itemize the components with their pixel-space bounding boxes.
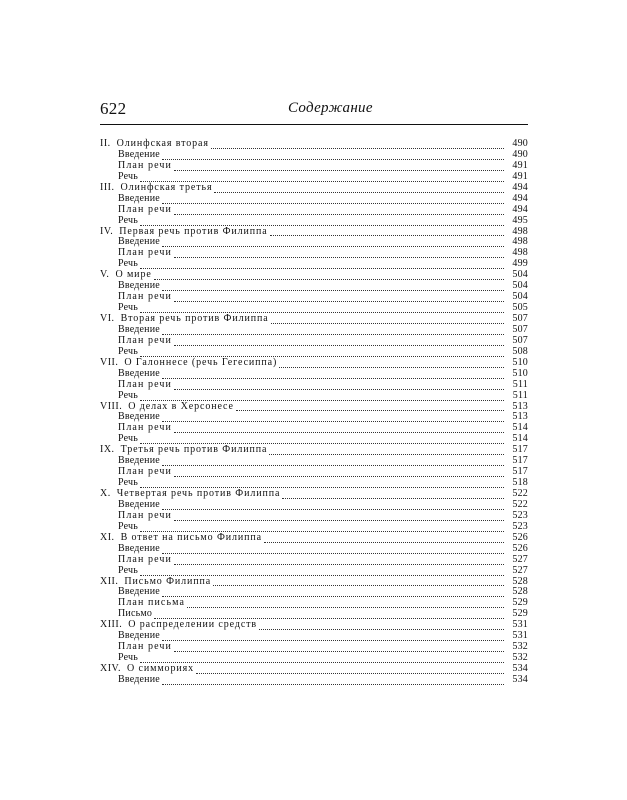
toc-section-row xyxy=(100,347,528,358)
dot-leader xyxy=(213,579,504,586)
toc-section-row xyxy=(100,631,528,642)
toc-title-text: План речи xyxy=(118,378,172,390)
dot-leader xyxy=(211,142,504,149)
dot-leader xyxy=(162,415,504,422)
toc-section-row xyxy=(100,675,528,686)
toc-section-row xyxy=(100,609,528,620)
toc-chapter-row xyxy=(100,139,528,150)
dot-leader xyxy=(140,481,504,488)
toc-page-number: 531 xyxy=(512,630,528,642)
toc-roman-numeral: V. xyxy=(100,269,110,281)
toc-title-text: Введение xyxy=(118,411,160,423)
dot-leader xyxy=(269,448,504,455)
toc-section-row xyxy=(100,259,528,270)
toc-roman-numeral: XII. xyxy=(100,575,119,587)
dot-leader xyxy=(187,601,504,608)
toc-page-number: 511 xyxy=(512,389,528,401)
toc-chapter-row xyxy=(100,620,528,631)
toc-title-text: План речи xyxy=(118,553,172,565)
toc-section-row xyxy=(100,205,528,216)
toc-roman-numeral: VII. xyxy=(100,356,119,368)
toc-page-number: 508 xyxy=(512,345,528,357)
toc-title-text: Введение xyxy=(118,673,160,685)
toc-title-text: План речи xyxy=(118,509,172,521)
toc-title-text: Речь xyxy=(118,652,139,664)
page-number: 622 xyxy=(100,99,127,118)
toc-section-row xyxy=(100,653,528,664)
toc-page-number: 517 xyxy=(512,444,528,456)
toc-title-text: План речи xyxy=(118,466,172,478)
toc-section-row xyxy=(100,522,528,533)
dot-leader xyxy=(162,459,504,466)
table-of-contents xyxy=(100,139,528,686)
toc-roman-numeral: VIII. xyxy=(100,400,123,412)
toc-title-text: План речи xyxy=(118,203,172,215)
toc-title-text: Речь xyxy=(118,477,139,489)
toc-page-number: 514 xyxy=(512,422,528,434)
toc-title-text: План речи xyxy=(118,641,172,653)
toc-title-text: Третья речь против Филиппа xyxy=(120,444,268,456)
toc-chapter-row xyxy=(100,402,528,413)
dot-leader xyxy=(174,645,504,652)
toc-roman-numeral: II. xyxy=(100,138,111,149)
toc-section-row xyxy=(100,423,528,434)
toc-title-text: План речи xyxy=(118,247,172,259)
toc-page-number: 529 xyxy=(512,608,528,620)
dot-leader xyxy=(140,394,504,401)
running-title: Содержание xyxy=(288,100,373,116)
toc-roman-numeral: XIV. xyxy=(100,663,121,674)
toc-section-row xyxy=(100,161,528,172)
toc-title-text: Речь xyxy=(118,258,139,270)
toc-page-number: 490 xyxy=(512,148,528,160)
dot-leader xyxy=(174,383,504,390)
dot-leader xyxy=(154,612,504,619)
toc-title-text: Введение xyxy=(118,542,160,554)
toc-chapter-row xyxy=(100,314,528,325)
toc-page-number: 504 xyxy=(512,280,528,292)
toc-page-number: 494 xyxy=(512,181,528,193)
toc-section-row xyxy=(100,325,528,336)
dot-leader xyxy=(140,175,504,182)
toc-section-row xyxy=(100,456,528,467)
toc-title-text: Введение xyxy=(118,630,160,642)
toc-title-text: О распределении средств xyxy=(128,619,258,631)
toc-title-text: Письмо xyxy=(118,608,153,620)
toc-section-row xyxy=(100,500,528,511)
toc-page-number: 528 xyxy=(512,586,528,598)
toc-title-text: Введение xyxy=(118,323,160,335)
toc-section-row xyxy=(100,194,528,205)
toc-page-number: 494 xyxy=(512,203,528,215)
toc-section-row xyxy=(100,544,528,555)
dot-leader xyxy=(259,623,504,630)
toc-page-number: 495 xyxy=(512,214,528,226)
toc-title-text: Введение xyxy=(118,148,160,160)
dot-leader xyxy=(162,153,504,160)
toc-title-text: Письмо Филиппа xyxy=(124,575,212,587)
toc-page-number: 526 xyxy=(512,531,528,543)
toc-section-row xyxy=(100,369,528,380)
toc-page-number: 527 xyxy=(512,564,528,576)
toc-roman-numeral: XIII. xyxy=(100,619,123,631)
toc-title-text: Речь xyxy=(118,564,139,576)
toc-section-row xyxy=(100,303,528,314)
toc-page-number: 513 xyxy=(512,400,528,412)
toc-title-text: Введение xyxy=(118,455,160,467)
dot-leader xyxy=(270,229,504,236)
toc-title-text: О делах в Херсонесе xyxy=(128,400,234,412)
toc-title-text: Речь xyxy=(118,520,139,532)
toc-page-number: 522 xyxy=(512,488,528,499)
toc-page-number: 504 xyxy=(512,291,528,303)
toc-page-number: 491 xyxy=(512,159,528,171)
toc-title-text: Введение xyxy=(118,280,160,292)
toc-roman-numeral: IV. xyxy=(100,225,114,237)
toc-page-number: 498 xyxy=(512,236,528,248)
toc-section-row xyxy=(100,292,528,303)
toc-title-text: Введение xyxy=(118,236,160,248)
toc-roman-numeral: X. xyxy=(100,488,111,499)
toc-section-row xyxy=(100,216,528,227)
toc-section-row xyxy=(100,511,528,522)
toc-chapter-row xyxy=(100,489,528,500)
toc-page-number: 517 xyxy=(512,466,528,478)
toc-section-row xyxy=(100,391,528,402)
toc-section-row xyxy=(100,642,528,653)
toc-title-text: В ответ на письмо Филиппа xyxy=(120,531,262,543)
toc-roman-numeral: III. xyxy=(100,181,115,193)
toc-page-number: 528 xyxy=(512,575,528,587)
toc-page-number: 523 xyxy=(512,509,528,521)
toc-page-number: 507 xyxy=(512,323,528,335)
toc-title-text: Введение xyxy=(118,192,160,204)
toc-page-number: 514 xyxy=(512,433,528,445)
toc-section-row xyxy=(100,555,528,566)
toc-chapter-row xyxy=(100,227,528,238)
toc-roman-numeral: XI. xyxy=(100,531,115,543)
toc-title-text: Речь xyxy=(118,302,139,314)
toc-section-row xyxy=(100,172,528,183)
toc-page-number: 504 xyxy=(512,269,528,281)
toc-page-number: 534 xyxy=(512,663,528,674)
toc-section-row xyxy=(100,412,528,423)
toc-page-number: 490 xyxy=(512,138,528,149)
dot-leader xyxy=(140,569,504,576)
toc-chapter-row xyxy=(100,577,528,588)
toc-page-number: 505 xyxy=(512,302,528,314)
toc-entry-title xyxy=(100,675,160,686)
dot-leader xyxy=(174,164,504,171)
toc-title-text: План речи xyxy=(118,334,172,346)
toc-roman-numeral: VI. xyxy=(100,313,115,324)
toc-page-number: 498 xyxy=(512,247,528,259)
toc-title-text: Четвертая речь против Филиппа xyxy=(116,488,281,499)
toc-page-number: 507 xyxy=(512,313,528,324)
dot-leader xyxy=(162,328,504,335)
toc-page-number: 511 xyxy=(512,378,528,390)
toc-title-text: О мире xyxy=(115,269,152,281)
toc-page-number: 526 xyxy=(512,542,528,554)
dot-leader xyxy=(162,284,504,291)
toc-title-text: Речь xyxy=(118,433,139,445)
toc-title-text: План речи xyxy=(118,422,172,434)
dot-leader xyxy=(174,558,504,565)
toc-page-number: 491 xyxy=(512,170,528,182)
toc-section-row xyxy=(100,380,528,391)
dot-leader xyxy=(162,372,504,379)
toc-chapter-row xyxy=(100,664,528,675)
toc-roman-numeral: IX. xyxy=(100,444,115,456)
toc-section-row xyxy=(100,587,528,598)
toc-chapter-row xyxy=(100,183,528,194)
toc-section-row xyxy=(100,237,528,248)
page-header xyxy=(100,99,528,121)
dot-leader xyxy=(140,437,504,444)
toc-title-text: Речь xyxy=(118,389,139,401)
dot-leader xyxy=(162,503,504,510)
toc-section-row xyxy=(100,336,528,347)
dot-leader xyxy=(264,536,504,543)
toc-title-text: План письма xyxy=(118,597,186,609)
dot-leader xyxy=(162,590,504,597)
dot-leader xyxy=(174,426,504,433)
toc-page-number: 507 xyxy=(512,334,528,346)
toc-title-text: Речь xyxy=(118,170,139,182)
toc-page-number: 523 xyxy=(512,520,528,532)
toc-title-text: Олинфская вторая xyxy=(116,138,209,149)
toc-title-text: Введение xyxy=(118,367,160,379)
dot-leader xyxy=(282,492,504,499)
toc-page-number: 518 xyxy=(512,477,528,489)
toc-section-row xyxy=(100,467,528,478)
toc-chapter-row xyxy=(100,270,528,281)
dot-leader xyxy=(140,262,504,269)
toc-page-number: 522 xyxy=(512,498,528,510)
toc-title-text: План речи xyxy=(118,291,172,303)
toc-section-row xyxy=(100,281,528,292)
toc-title-text: Олинфская третья xyxy=(120,181,213,193)
toc-page-number: 527 xyxy=(512,553,528,565)
dot-leader xyxy=(162,678,504,685)
toc-section-row xyxy=(100,248,528,259)
dot-leader xyxy=(174,470,504,477)
dot-leader xyxy=(214,186,504,193)
dot-leader xyxy=(236,404,504,411)
dot-leader xyxy=(174,339,504,346)
toc-page-number: 531 xyxy=(512,619,528,631)
toc-title-text: Речь xyxy=(118,345,139,357)
dot-leader xyxy=(140,306,504,313)
toc-title-text: План речи xyxy=(118,159,172,171)
toc-title-text: Введение xyxy=(118,498,160,510)
toc-page-number: 513 xyxy=(512,411,528,423)
toc-section-row xyxy=(100,566,528,577)
toc-chapter-row xyxy=(100,445,528,456)
toc-page-number: 498 xyxy=(512,225,528,237)
toc-title-text: Вторая речь против Филиппа xyxy=(120,313,269,324)
toc-section-row xyxy=(100,434,528,445)
toc-title-text: Введение xyxy=(118,586,160,598)
toc-page-number: 510 xyxy=(512,356,528,368)
dot-leader xyxy=(162,547,504,554)
toc-title-text: Речь xyxy=(118,214,139,226)
dot-leader xyxy=(174,514,504,521)
dot-leader xyxy=(162,240,504,247)
toc-page-number: 532 xyxy=(512,652,528,664)
dot-leader xyxy=(271,317,504,324)
toc-page-number: 494 xyxy=(512,192,528,204)
toc-page-number: 532 xyxy=(512,641,528,653)
toc-title-text: Первая речь против Филиппа xyxy=(119,225,268,237)
dot-leader xyxy=(162,634,504,641)
toc-page-number: 517 xyxy=(512,455,528,467)
dot-leader xyxy=(140,219,504,226)
dot-leader xyxy=(140,656,504,663)
toc-section-row xyxy=(100,150,528,161)
toc-page-number: 499 xyxy=(512,258,528,270)
dot-leader xyxy=(174,295,504,302)
dot-leader xyxy=(140,350,504,357)
toc-section-row xyxy=(100,478,528,489)
toc-title-text: О симмориях xyxy=(126,663,195,674)
toc-chapter-row xyxy=(100,533,528,544)
toc-page-number: 529 xyxy=(512,597,528,609)
dot-leader xyxy=(154,273,504,280)
dot-leader xyxy=(174,208,504,215)
dot-leader xyxy=(196,667,504,674)
toc-chapter-row xyxy=(100,358,528,369)
header-rule xyxy=(100,124,528,125)
dot-leader xyxy=(174,251,504,258)
dot-leader xyxy=(162,197,504,204)
toc-page-number: 510 xyxy=(512,367,528,379)
dot-leader xyxy=(140,525,504,532)
dot-leader xyxy=(279,361,504,368)
toc-section-row xyxy=(100,598,528,609)
toc-title-text: О Галоннесе (речь Гегесиппа) xyxy=(124,356,278,368)
toc-page-number: 534 xyxy=(512,673,528,685)
